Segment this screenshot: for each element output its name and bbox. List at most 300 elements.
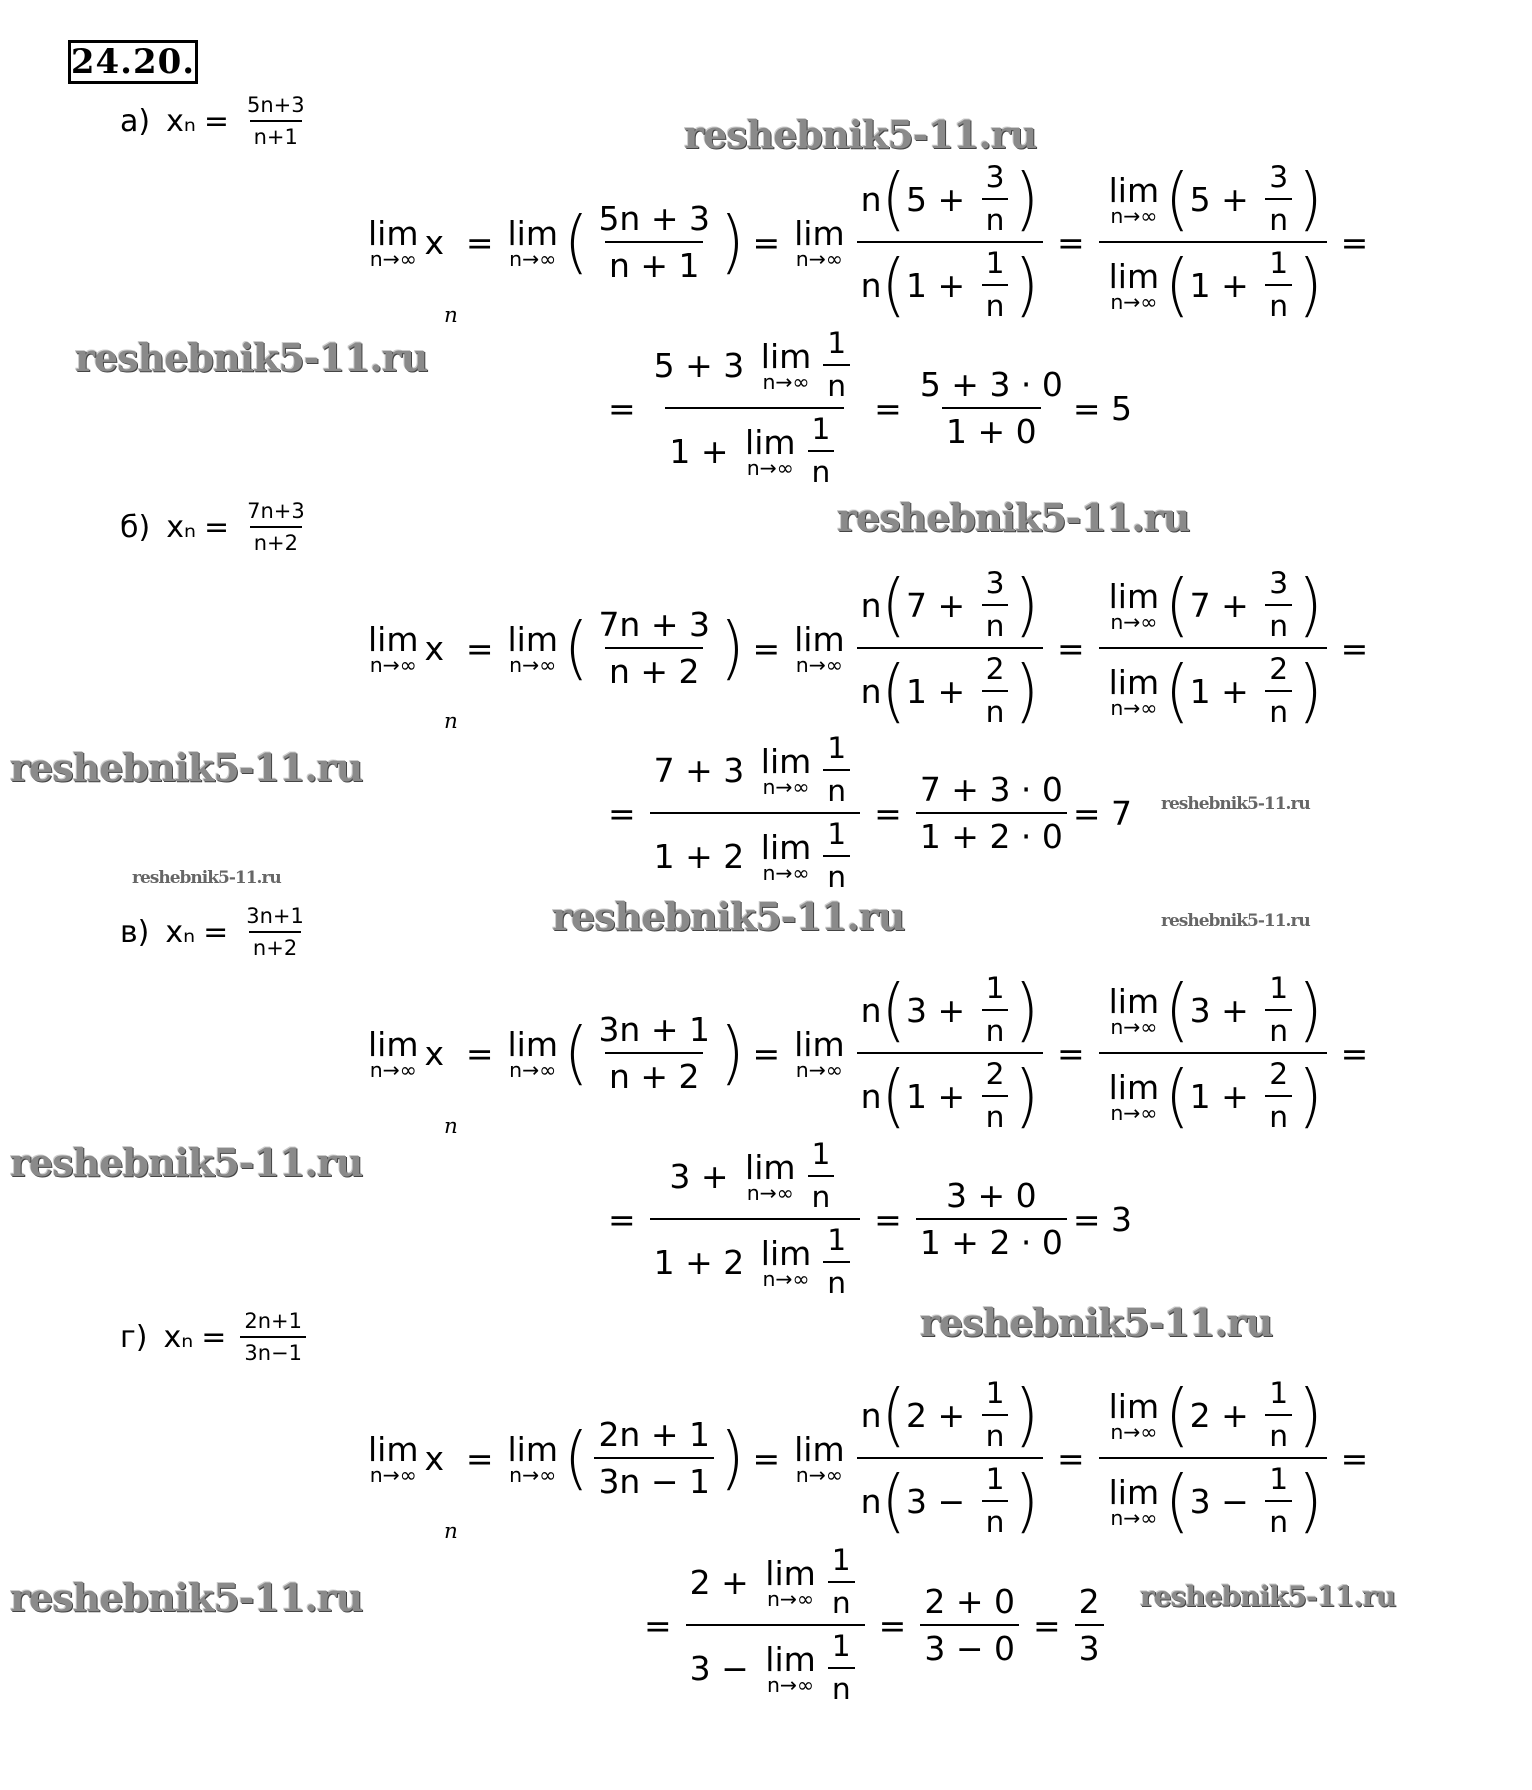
lim-subscript: n→∞ — [766, 1586, 815, 1611]
denominator — [823, 855, 850, 895]
part-b-definition — [120, 499, 315, 555]
math-text: 5 + — [905, 179, 976, 219]
part-c-line-1 — [362, 968, 1376, 1139]
parentheses — [1165, 649, 1323, 731]
math-text: n — [985, 695, 1005, 730]
numerator — [982, 1057, 1009, 1095]
watermark: reshebnik5-11.ru — [552, 894, 905, 939]
numerator — [982, 652, 1009, 690]
numerator — [982, 1376, 1009, 1414]
fraction — [243, 93, 309, 149]
lim-label: lim — [507, 619, 558, 659]
fraction — [857, 968, 1043, 1136]
parentheses — [1165, 1373, 1323, 1455]
math-text: n+2 — [253, 531, 299, 555]
part-label: г) — [120, 1319, 148, 1355]
left-paren: ( — [1165, 243, 1190, 325]
left-paren: ( — [1165, 157, 1190, 239]
part-d-definition — [120, 1309, 312, 1365]
right-paren: ) — [1298, 1054, 1323, 1136]
parentheses — [881, 649, 1039, 731]
lim-subscript: n→∞ — [762, 860, 810, 885]
right-paren: ) — [719, 1416, 745, 1498]
equals-sign: = 5 — [1072, 388, 1133, 428]
limit-operator — [765, 1640, 815, 1697]
equals-sign: = — [465, 1033, 494, 1073]
fraction — [1099, 1373, 1327, 1541]
lim-label: lim — [1108, 256, 1160, 296]
math-text: n — [831, 1672, 851, 1707]
numerator — [1075, 1582, 1104, 1624]
right-paren: ) — [1298, 1459, 1323, 1541]
lim-label: lim — [760, 827, 812, 867]
math-text: 1 — [827, 1223, 847, 1258]
math-text: 2n+1 — [244, 1309, 302, 1333]
part-b-line-2 — [600, 731, 1132, 895]
math-text: 7 + 3 · 0 — [919, 770, 1063, 809]
math-text: 2 + — [1189, 1395, 1260, 1435]
lim-label: lim — [765, 1639, 816, 1679]
math-text: 1 + 2 · 0 — [919, 1223, 1063, 1262]
lim-label: lim — [765, 1553, 816, 1593]
math-text: 1 — [985, 971, 1005, 1006]
equals-sign: = — [201, 1319, 227, 1355]
part-a-line-2 — [600, 326, 1132, 490]
fraction — [808, 1137, 835, 1215]
lim-subscript: n→∞ — [509, 1057, 557, 1082]
fraction — [1265, 566, 1292, 644]
equals-sign: = — [203, 103, 229, 139]
part-a-definition — [120, 93, 315, 149]
numerator — [1265, 971, 1292, 1009]
parentheses — [1165, 1459, 1323, 1541]
parentheses — [881, 1373, 1039, 1455]
math-text: 7 + — [905, 585, 976, 625]
fraction — [982, 160, 1009, 238]
math-text: 3 − — [689, 1648, 760, 1688]
right-paren: ) — [1298, 1373, 1323, 1455]
math-text: n — [985, 1014, 1005, 1049]
numerator — [594, 199, 714, 241]
math-text: n — [985, 609, 1005, 644]
subscript: n — [444, 1114, 458, 1139]
lim-subscript: n→∞ — [509, 652, 557, 677]
lim-subscript: n→∞ — [1110, 695, 1158, 720]
math-text: 2 + — [905, 1395, 976, 1435]
denominator — [605, 1052, 704, 1096]
math-text: n — [1269, 203, 1289, 238]
numerator — [828, 1543, 855, 1581]
numerator — [982, 1462, 1009, 1500]
fraction — [240, 1309, 306, 1365]
lim-label: lim — [1108, 981, 1160, 1021]
subscript: n — [444, 303, 458, 328]
lim-label: lim — [507, 1429, 558, 1469]
math-text: 5n + 3 — [598, 199, 710, 238]
fraction — [1265, 1376, 1292, 1454]
denominator — [823, 1261, 850, 1301]
equals-sign: = — [608, 388, 636, 428]
math-text: 1 — [1269, 1376, 1289, 1411]
math-text: 1 + — [905, 265, 976, 305]
lim-subscript: n→∞ — [795, 1462, 843, 1487]
limit-operator — [507, 1430, 557, 1487]
math-text: 1 + 0 — [946, 412, 1037, 451]
denominator — [650, 812, 861, 895]
numerator — [594, 1415, 714, 1457]
parentheses — [881, 563, 1039, 645]
equals-sign: = 3 — [1072, 1199, 1133, 1239]
equals-sign: = — [1340, 1438, 1369, 1478]
fraction — [982, 1057, 1009, 1135]
numerator — [823, 731, 850, 769]
right-paren: ) — [1014, 1054, 1039, 1136]
equals-sign: = — [752, 1438, 781, 1478]
denominator — [808, 1175, 835, 1215]
lim-label: lim — [794, 1024, 845, 1064]
limit-operator — [1109, 982, 1159, 1039]
fraction — [982, 566, 1009, 644]
fraction — [823, 1223, 850, 1301]
numerator — [1265, 1462, 1292, 1500]
math-text: n — [831, 1586, 851, 1621]
denominator — [1265, 1500, 1292, 1540]
math-text: n — [985, 203, 1005, 238]
lim-label: lim — [794, 619, 845, 659]
fraction — [916, 365, 1067, 451]
part-b-line-1 — [362, 563, 1376, 734]
denominator — [920, 1624, 1019, 1668]
lim-subscript: n→∞ — [795, 1057, 843, 1082]
part-d-line-1 — [362, 1373, 1376, 1544]
math-text: 2 — [985, 652, 1005, 687]
math-text: 1 — [985, 246, 1005, 281]
numerator — [650, 326, 861, 407]
left-paren: ( — [1165, 968, 1190, 1050]
math-text: 1 — [827, 326, 847, 361]
right-paren: ) — [719, 606, 745, 688]
watermark: reshebnik5-11.ru — [920, 1300, 1273, 1345]
math-text: 1 + 2 — [653, 836, 755, 876]
fraction — [982, 246, 1009, 324]
fraction — [916, 1176, 1067, 1262]
parentheses — [564, 605, 744, 691]
lim-subscript: n→∞ — [795, 246, 843, 271]
denominator — [1265, 284, 1292, 324]
denominator — [1099, 1457, 1327, 1540]
numerator — [982, 246, 1009, 284]
fraction — [594, 1415, 714, 1501]
limit-operator — [507, 214, 557, 271]
denominator — [857, 647, 1043, 730]
math-text: n — [860, 1481, 882, 1521]
right-paren: ) — [1014, 157, 1039, 239]
limit-operator — [745, 1148, 795, 1205]
math-text: 3 — [1078, 1629, 1100, 1668]
numerator — [857, 157, 1043, 241]
limit-operator — [1109, 1387, 1159, 1444]
equals-sign: = — [1340, 628, 1369, 668]
lim-subscript: n→∞ — [369, 1057, 417, 1082]
fraction — [808, 412, 835, 490]
math-text: 2 — [1269, 1057, 1289, 1092]
math-text: 3n+1 — [246, 904, 304, 928]
left-paren: ( — [881, 563, 906, 645]
numerator — [1265, 566, 1292, 604]
math-text: 1 — [831, 1543, 851, 1578]
lim-subscript: n→∞ — [509, 246, 557, 271]
math-text: 3 + 0 — [946, 1176, 1037, 1215]
limit-operator — [1109, 171, 1159, 228]
math-text: n — [827, 369, 847, 404]
part-label: а) — [120, 103, 151, 139]
fraction — [1265, 652, 1292, 730]
math-text: n — [985, 1100, 1005, 1135]
limit-operator — [1109, 577, 1159, 634]
denominator — [828, 1667, 855, 1707]
parentheses — [881, 243, 1039, 325]
math-text: 1 — [811, 1137, 831, 1172]
denominator — [916, 1218, 1067, 1262]
equals-sign: = — [1056, 1033, 1085, 1073]
right-paren: ) — [1298, 563, 1323, 645]
numerator — [823, 817, 850, 855]
parentheses — [881, 157, 1039, 239]
fraction — [823, 817, 850, 895]
math-text: 3 — [985, 566, 1005, 601]
limit-operator — [1109, 257, 1159, 314]
equals-sign: = — [752, 222, 781, 262]
parentheses — [1165, 1054, 1323, 1136]
denominator — [665, 407, 844, 490]
math-text: n + 2 — [608, 1057, 700, 1096]
numerator — [1099, 157, 1327, 241]
math-text: 1 + 2 · 0 — [919, 817, 1063, 856]
math-text: 3 — [985, 160, 1005, 195]
left-paren: ( — [881, 1373, 906, 1455]
lim-label: lim — [1108, 1472, 1160, 1512]
limit-operator — [794, 1025, 844, 1082]
denominator — [942, 407, 1041, 451]
lim-subscript: n→∞ — [762, 1266, 810, 1291]
lim-subscript: n→∞ — [1110, 1419, 1158, 1444]
math-text: n — [811, 1180, 831, 1215]
equals-sign: = — [1056, 628, 1085, 668]
parentheses — [1165, 157, 1323, 239]
denominator — [857, 1457, 1043, 1540]
denominator — [240, 1336, 306, 1365]
math-text: 5n+3 — [246, 93, 305, 117]
math-text: x — [424, 1438, 445, 1478]
left-paren: ( — [1165, 649, 1190, 731]
equals-sign: = — [203, 509, 230, 545]
right-paren: ) — [1014, 649, 1039, 731]
fraction — [1265, 1057, 1292, 1135]
right-paren: ) — [1298, 649, 1323, 731]
denominator — [982, 1009, 1009, 1049]
watermark: reshebnik5-11.ru — [10, 1140, 363, 1185]
math-text: 1 — [985, 1376, 1005, 1411]
numerator — [828, 1629, 855, 1667]
math-text: 7n + 3 — [598, 605, 710, 644]
denominator — [1099, 241, 1327, 324]
right-paren: ) — [1298, 157, 1323, 239]
fraction — [828, 1629, 855, 1707]
equals-sign: = — [1056, 222, 1085, 262]
lim-label: lim — [760, 336, 812, 376]
parentheses — [564, 1415, 744, 1501]
fraction — [1265, 246, 1292, 324]
limit-operator — [1109, 1473, 1159, 1530]
watermark: reshebnik5-11.ru — [132, 868, 281, 888]
limit-operator — [761, 828, 811, 885]
subscript: n — [444, 709, 458, 734]
math-text: 2 — [985, 1057, 1005, 1092]
lim-subscript: n→∞ — [746, 455, 794, 480]
lim-label: lim — [368, 1429, 419, 1469]
math-text: 1 + — [669, 431, 740, 471]
fraction — [1265, 1462, 1292, 1540]
denominator — [982, 1095, 1009, 1135]
left-paren: ( — [881, 243, 906, 325]
math-text: n — [985, 289, 1005, 324]
parentheses — [564, 1010, 744, 1096]
numerator — [1099, 1373, 1327, 1457]
limit-operator — [507, 620, 557, 677]
denominator — [1265, 604, 1292, 644]
math-text: 3n + 1 — [598, 1010, 710, 1049]
math-text: n — [1269, 1014, 1289, 1049]
equals-sign: = — [874, 388, 902, 428]
lim-subscript: n→∞ — [1110, 1505, 1158, 1530]
fraction — [982, 1462, 1009, 1540]
math-text: 3n − 1 — [598, 1462, 710, 1501]
denominator — [250, 120, 302, 149]
denominator — [982, 198, 1009, 238]
denominator — [1099, 1052, 1327, 1135]
math-text: 3 − — [905, 1481, 976, 1521]
equals-sign: = 7 — [1072, 793, 1133, 833]
fraction — [823, 326, 850, 404]
math-text: 1 — [827, 731, 847, 766]
limit-operator — [368, 1430, 418, 1487]
left-paren: ( — [563, 606, 589, 688]
math-text: 1 — [1269, 1462, 1289, 1497]
lim-label: lim — [368, 213, 419, 253]
limit-operator — [794, 1430, 844, 1487]
lim-subscript: n→∞ — [509, 1462, 557, 1487]
math-text: 1 — [827, 817, 847, 852]
limit-operator — [761, 337, 811, 394]
numerator — [686, 1543, 865, 1624]
denominator — [1265, 1095, 1292, 1135]
denominator — [1265, 1009, 1292, 1049]
lim-label: lim — [760, 741, 812, 781]
numerator — [942, 1176, 1041, 1218]
numerator — [243, 93, 309, 120]
lim-label: lim — [507, 213, 558, 253]
equals-sign: = — [465, 628, 494, 668]
lim-label: lim — [1108, 662, 1160, 702]
numerator — [1265, 160, 1292, 198]
problem-number: 24.20. — [68, 40, 198, 84]
fraction — [650, 326, 861, 490]
math-text: 3 — [1269, 566, 1289, 601]
math-text: 1 — [811, 412, 831, 447]
math-text: 1 + 2 — [653, 1242, 755, 1282]
limit-operator — [368, 214, 418, 271]
right-paren: ) — [719, 1011, 745, 1093]
lim-subscript: n→∞ — [746, 1180, 794, 1205]
right-paren: ) — [1014, 968, 1039, 1050]
limit-operator — [507, 1025, 557, 1082]
left-paren: ( — [1165, 1373, 1190, 1455]
fraction — [594, 199, 714, 285]
left-paren: ( — [881, 1459, 906, 1541]
watermark: reshebnik5-11.ru — [684, 112, 1037, 157]
numerator — [916, 365, 1067, 407]
math-text: n — [860, 1395, 882, 1435]
limit-operator — [1109, 1068, 1159, 1125]
math-text: n — [860, 179, 882, 219]
numerator — [650, 731, 861, 812]
denominator — [650, 1218, 861, 1301]
math-text: 3 + — [905, 990, 976, 1030]
left-paren: ( — [563, 1011, 589, 1093]
lim-label: lim — [745, 1147, 796, 1187]
numerator — [857, 563, 1043, 647]
parentheses — [1165, 968, 1323, 1050]
limit-operator — [794, 214, 844, 271]
fraction — [1075, 1582, 1104, 1668]
left-paren: ( — [563, 1416, 589, 1498]
denominator — [1265, 198, 1292, 238]
numerator — [823, 326, 850, 364]
denominator — [686, 1624, 865, 1707]
fraction — [1265, 971, 1292, 1049]
limit-operator — [368, 620, 418, 677]
numerator — [920, 1582, 1019, 1624]
watermark: reshebnik5-11.ru — [1161, 794, 1310, 814]
math-text: 2 + 0 — [924, 1582, 1015, 1621]
parentheses — [564, 199, 744, 285]
math-text: 1 — [985, 1462, 1005, 1497]
right-paren: ) — [1014, 243, 1039, 325]
math-text: n — [811, 455, 831, 490]
math-text: n — [985, 1505, 1005, 1540]
math-text: xₙ — [165, 914, 196, 950]
equals-sign: = — [874, 1199, 902, 1239]
equals-sign: = — [203, 914, 229, 950]
numerator — [916, 770, 1067, 812]
right-paren: ) — [1014, 1459, 1039, 1541]
watermark: reshebnik5-11.ru — [1161, 911, 1310, 931]
fraction — [1099, 563, 1327, 731]
lim-subscript: n→∞ — [1110, 203, 1158, 228]
left-paren: ( — [881, 649, 906, 731]
watermark: reshebnik5-11.ru — [75, 335, 428, 380]
fraction — [1265, 160, 1292, 238]
lim-label: lim — [794, 213, 845, 253]
math-text: 1 + — [905, 671, 976, 711]
left-paren: ( — [1165, 563, 1190, 645]
math-text: 1 — [1269, 971, 1289, 1006]
equals-sign: = — [1032, 1605, 1061, 1645]
denominator — [1265, 690, 1292, 730]
numerator — [665, 1137, 844, 1218]
lim-subscript: n→∞ — [1110, 1100, 1158, 1125]
math-text: n — [1269, 1505, 1289, 1540]
